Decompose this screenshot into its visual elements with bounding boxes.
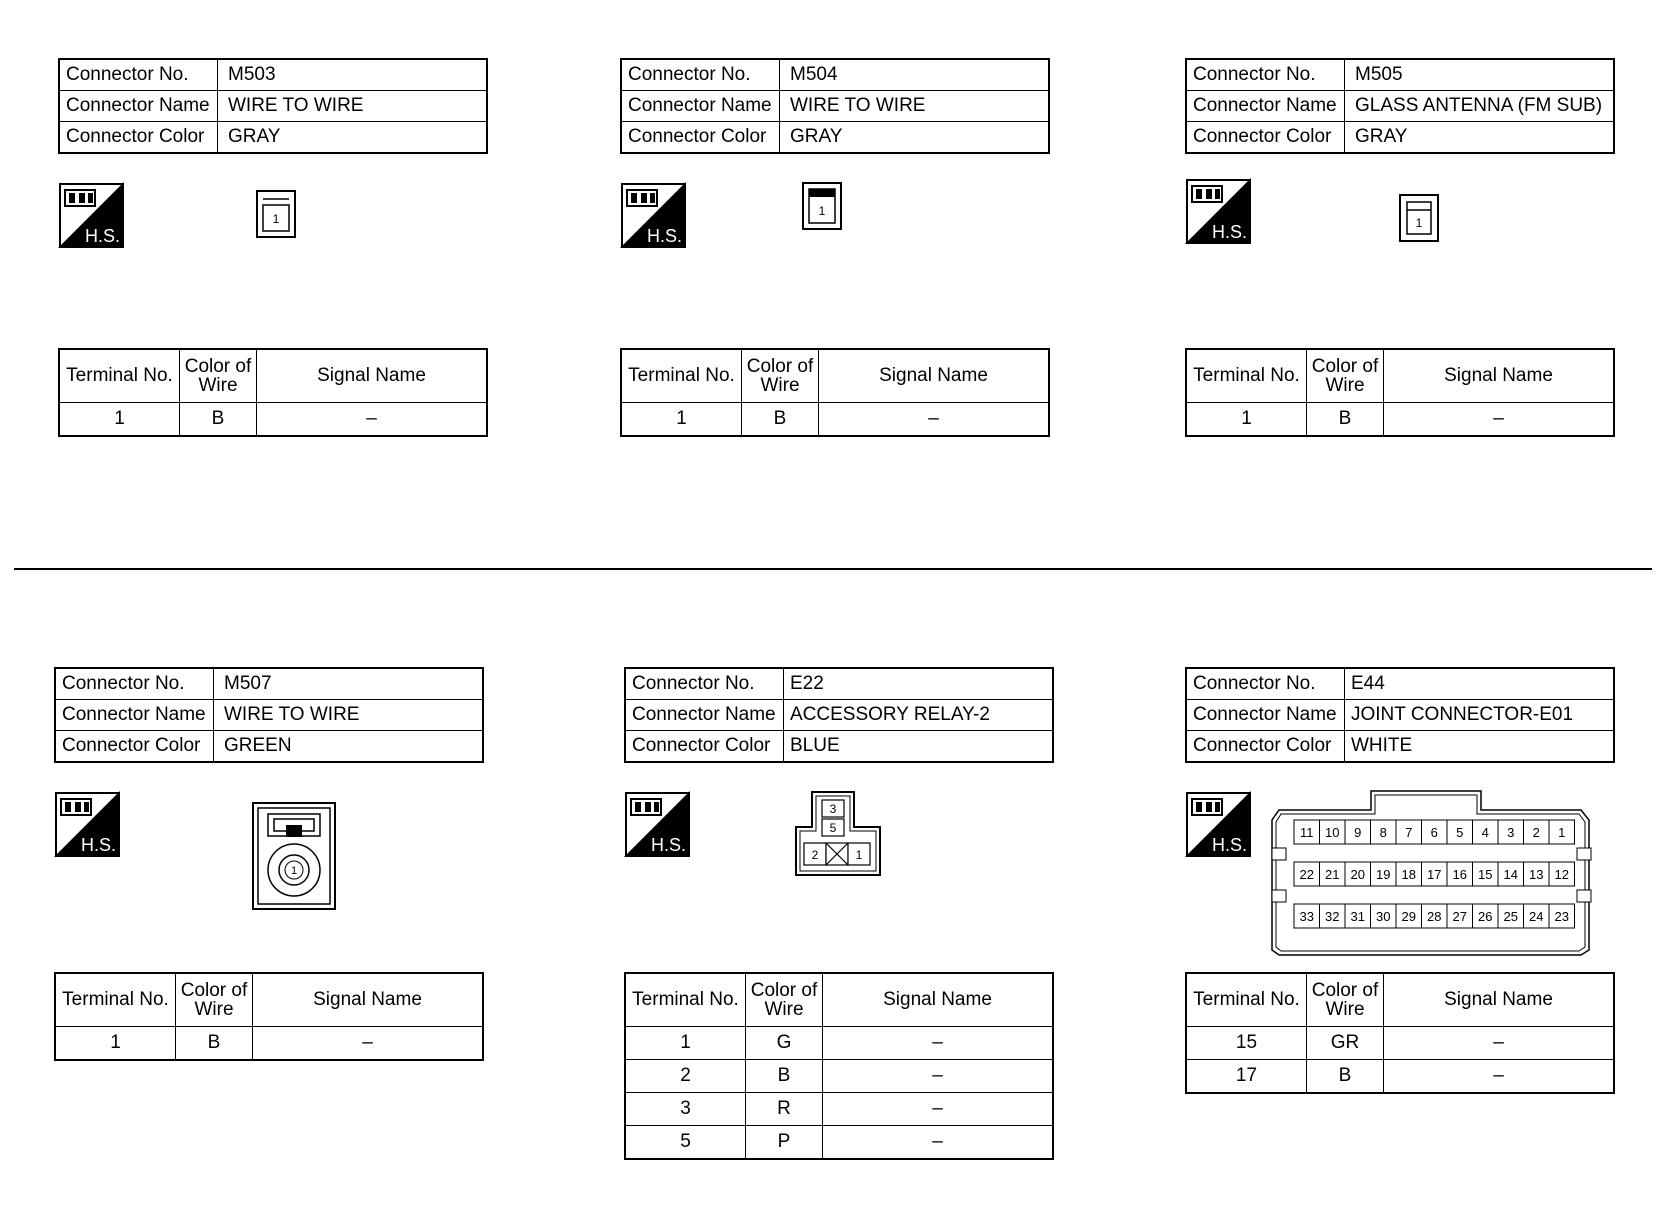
connector-color-label: Connector Color [1186,731,1345,763]
terminal-row [625,1093,1053,1126]
hs-harness-side-icon [1185,791,1251,857]
color-of-wire-header [1307,349,1384,403]
connector-info-table [624,667,1054,763]
connector-name-label: Connector Name [55,700,214,731]
terminal-no-header: Terminal No. [1186,349,1307,403]
section-divider [14,568,1652,570]
connector-color-label: Connector Color [621,122,780,154]
wire-color-cell: B [180,403,257,437]
wire-color-cell: R [746,1093,823,1126]
terminal-no-cell: 5 [625,1126,746,1160]
pin-label: 8 [1379,825,1387,840]
connector-color-label: Connector Color [55,731,214,763]
signal-name-cell: – [257,403,488,437]
signal-name-cell: – [823,1093,1054,1126]
pin-label: 24 [1529,909,1544,924]
pin-label: 5 [829,821,837,835]
color-of-wire-header [742,349,819,403]
connector-info-table [1185,58,1615,154]
connector-block-m503 [58,58,488,429]
terminal-no-header: Terminal No. [625,973,746,1027]
terminal-row [1186,403,1614,437]
pin-label: 29 [1401,909,1416,924]
connector-no-value: E44 [1345,668,1615,700]
connector-no-value: M505 [1345,59,1615,91]
pin-label: 27 [1452,909,1467,924]
wire-color-cell: B [742,403,819,437]
wire-color-cell: B [1307,403,1384,437]
connector-name-value: WIRE TO WIRE [214,700,484,731]
terminal-no-cell: 15 [1186,1027,1307,1060]
hs-badge-text: H.S. [646,226,682,246]
signal-name-cell: – [253,1027,484,1061]
color-of-wire-line2: Wire [760,375,800,396]
connector-color-label: Connector Color [1186,122,1345,154]
connector-face-diagram [802,182,842,230]
signal-name-cell: – [1384,1060,1615,1094]
color-of-wire-line2: Wire [194,999,234,1020]
terminal-no-cell: 1 [55,1027,176,1061]
connector-color-label: Connector Color [625,731,784,763]
hs-badge-text: H.S. [1211,222,1247,242]
wire-color-cell: B [1307,1060,1384,1094]
pin-label: 9 [1354,825,1362,840]
signal-name-header: Signal Name [1384,973,1615,1027]
color-of-wire-line2: Wire [1325,375,1365,396]
connector-no-value: M503 [218,59,488,91]
pin-label: 19 [1376,867,1391,882]
connector-name-value: WIRE TO WIRE [780,91,1050,122]
pin-label: 30 [1376,909,1391,924]
connector-face-diagram [1399,194,1439,242]
signal-name-cell: – [1384,403,1615,437]
wire-color-cell: P [746,1126,823,1160]
connector-color-value: GRAY [1345,122,1615,154]
hs-badge-text: H.S. [650,835,686,855]
connector-color-value: GRAY [780,122,1050,154]
connector-block-m504 [620,58,1050,429]
pin-label: 25 [1503,909,1518,924]
connector-name-value: WIRE TO WIRE [218,91,488,122]
color-of-wire-line1: Color of [1311,980,1379,1001]
signal-name-cell: – [1384,1027,1615,1060]
hs-badge-text: H.S. [1211,835,1247,855]
connector-block-m507 [54,667,484,1053]
pin-label: 32 [1325,909,1340,924]
pin-label: 28 [1427,909,1442,924]
terminal-no-cell: 3 [625,1093,746,1126]
hs-badge-text: H.S. [80,835,116,855]
pin-label: 22 [1299,867,1314,882]
pin-label: 15 [1478,867,1493,882]
terminal-no-cell: 1 [59,403,180,437]
pin-label: 23 [1554,909,1569,924]
signal-name-cell: – [823,1060,1054,1093]
connector-block-e22 [624,667,1054,1152]
connector-no-label: Connector No. [1186,59,1345,91]
pin-label: 1 [818,204,826,218]
connector-name-value: JOINT CONNECTOR-E01 [1345,700,1615,731]
wire-color-cell: B [176,1027,253,1061]
connector-info-table [58,58,488,154]
connector-name-value: GLASS ANTENNA (FM SUB) [1345,91,1615,122]
connector-no-label: Connector No. [55,668,214,700]
pin-label: 21 [1325,867,1340,882]
pin-label: 26 [1478,909,1493,924]
connector-face-diagram [1271,790,1601,956]
pin-label: 16 [1452,867,1467,882]
pin-label: 12 [1554,867,1569,882]
pin-label: 3 [829,802,837,816]
signal-name-cell: – [823,1027,1054,1060]
terminal-table [620,348,1050,437]
color-of-wire-line2: Wire [764,999,804,1020]
pin-label: 4 [1481,825,1489,840]
connector-no-value: M504 [780,59,1050,91]
terminal-no-cell: 1 [621,403,742,437]
terminal-no-cell: 2 [625,1060,746,1093]
pin-label: 5 [1456,825,1464,840]
terminal-no-cell: 1 [1186,403,1307,437]
connector-name-label: Connector Name [1186,91,1345,122]
connector-no-label: Connector No. [59,59,218,91]
color-of-wire-line2: Wire [1325,999,1365,1020]
terminal-no-header: Terminal No. [1186,973,1307,1027]
terminal-row [625,1126,1053,1160]
terminal-table [624,972,1054,1160]
connector-name-label: Connector Name [625,700,784,731]
connector-color-label: Connector Color [59,122,218,154]
terminal-table [54,972,484,1061]
color-of-wire-header [746,973,823,1027]
color-of-wire-header [180,349,257,403]
pin-label: 1 [272,212,280,226]
terminal-no-header: Terminal No. [59,349,180,403]
pin-label: 6 [1430,825,1438,840]
color-of-wire-line1: Color of [184,356,252,377]
connector-no-label: Connector No. [621,59,780,91]
color-of-wire-line1: Color of [746,356,814,377]
terminal-row [625,1027,1053,1060]
color-of-wire-line1: Color of [1311,356,1379,377]
terminal-row [1186,1060,1614,1094]
color-of-wire-line1: Color of [180,980,248,1001]
terminal-table [58,348,488,437]
wire-color-cell: GR [1307,1027,1384,1060]
connector-block-m505 [1185,58,1615,429]
signal-name-header: Signal Name [819,349,1050,403]
wire-color-cell: B [746,1060,823,1093]
pin-label: 3 [1507,825,1515,840]
pin-label: 1 [1558,825,1566,840]
signal-name-cell: – [819,403,1050,437]
signal-name-header: Signal Name [823,973,1054,1027]
signal-name-header: Signal Name [1384,349,1615,403]
connector-face-diagram [794,791,882,877]
hs-harness-side-icon [620,182,686,248]
pin-label: 7 [1405,825,1413,840]
pin-label: 20 [1350,867,1365,882]
pin-label: 1 [1415,216,1423,230]
connector-no-value: M507 [214,668,484,700]
terminal-no-header: Terminal No. [621,349,742,403]
connector-name-label: Connector Name [59,91,218,122]
connector-no-label: Connector No. [1186,668,1345,700]
color-of-wire-header [176,973,253,1027]
pin-label: 33 [1299,909,1314,924]
connector-info-table [620,58,1050,154]
pin-label: 1 [290,865,298,877]
pin-label: 2 [1532,825,1540,840]
terminal-table [1185,972,1615,1094]
terminal-row [55,1027,483,1061]
hs-harness-side-icon [1185,178,1251,244]
hs-harness-side-icon [58,182,124,248]
connector-color-value: GRAY [218,122,488,154]
hs-badge-text: H.S. [84,226,120,246]
pin-label: 2 [811,848,819,862]
pin-label: 13 [1529,867,1544,882]
terminal-row [621,403,1049,437]
connector-no-value: E22 [784,668,1054,700]
signal-name-cell: – [823,1126,1054,1160]
terminal-row [625,1060,1053,1093]
connector-color-value: GREEN [214,731,484,763]
connector-face-diagram [256,190,296,238]
terminal-table [1185,348,1615,437]
signal-name-header: Signal Name [257,349,488,403]
connector-name-label: Connector Name [1186,700,1345,731]
hs-harness-side-icon [54,791,120,857]
pin-label: 31 [1350,909,1365,924]
pin-label: 1 [855,848,863,862]
pin-label: 11 [1300,825,1314,840]
connector-block-e44 [1185,667,1615,1086]
terminal-row [1186,1027,1614,1060]
connector-name-label: Connector Name [621,91,780,122]
connector-color-value: WHITE [1345,731,1615,763]
connector-color-value: BLUE [784,731,1054,763]
color-of-wire-line2: Wire [198,375,238,396]
terminal-no-header: Terminal No. [55,973,176,1027]
pin-label: 18 [1401,867,1416,882]
connector-no-label: Connector No. [625,668,784,700]
connector-info-table [1185,667,1615,763]
terminal-no-cell: 17 [1186,1060,1307,1094]
hs-harness-side-icon [624,791,690,857]
pin-label: 14 [1503,867,1518,882]
connector-info-table [54,667,484,763]
wire-color-cell: G [746,1027,823,1060]
connector-name-value: ACCESSORY RELAY-2 [784,700,1054,731]
color-of-wire-line1: Color of [750,980,818,1001]
color-of-wire-header [1307,973,1384,1027]
terminal-no-cell: 1 [625,1027,746,1060]
terminal-row [59,403,487,437]
pin-label: 10 [1325,825,1340,840]
signal-name-header: Signal Name [253,973,484,1027]
pin-label: 17 [1427,867,1442,882]
connector-face-diagram [252,802,336,910]
